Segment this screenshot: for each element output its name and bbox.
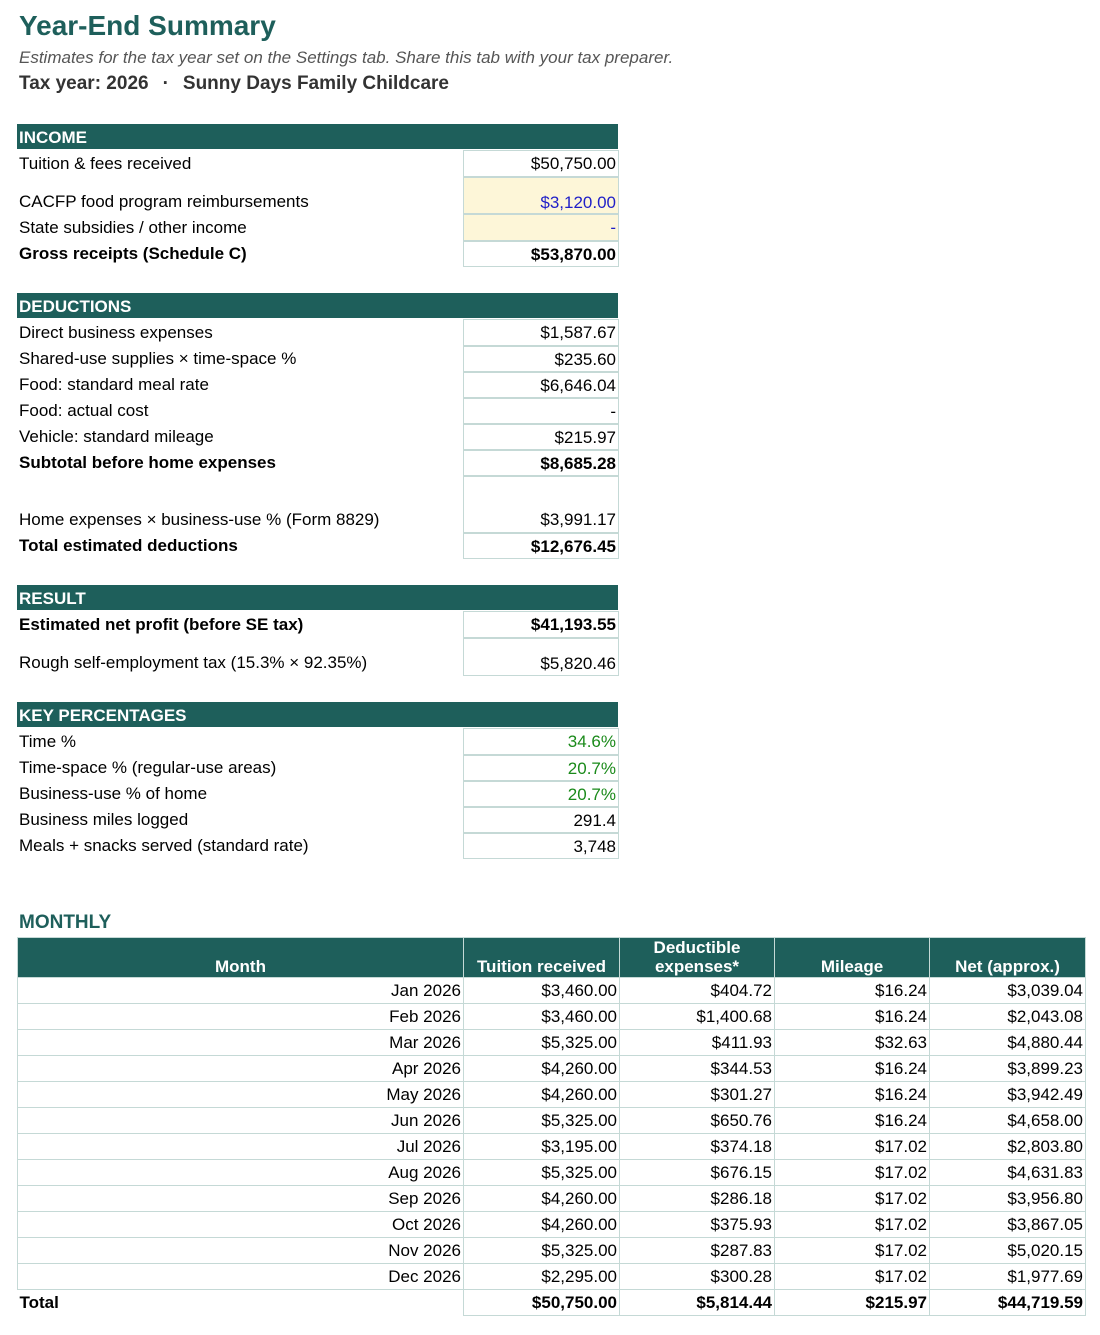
month-cell[interactable]: Feb 2026 [18, 1004, 464, 1030]
expenses-cell[interactable]: $287.83 [620, 1238, 775, 1264]
mileage-cell[interactable]: $17.02 [775, 1134, 930, 1160]
col-header-expenses[interactable]: Deductible expenses* [620, 938, 775, 978]
tuition-cell[interactable]: $4,260.00 [464, 1056, 620, 1082]
month-cell[interactable]: Aug 2026 [18, 1160, 464, 1186]
deduction-value-shared[interactable]: $235.60 [463, 346, 619, 372]
tuition-cell[interactable]: $4,260.00 [464, 1212, 620, 1238]
net-cell[interactable]: $5,020.15 [930, 1238, 1086, 1264]
deduction-value-subtotal[interactable]: $8,685.28 [463, 450, 619, 476]
total-net[interactable]: $44,719.59 [930, 1290, 1086, 1316]
monthly-table [17, 937, 1086, 1316]
result-label-se-tax: Rough self-employment tax (15.3% × 92.35%) [19, 653, 368, 672]
mileage-cell[interactable]: $17.02 [775, 1264, 930, 1290]
result-label-net-profit: Estimated net profit (before SE tax) [19, 615, 304, 634]
page-subtitle: Estimates for the tax year set on the Settings tab. Share this tab with your tax preparer. [19, 48, 674, 67]
tuition-cell[interactable]: $5,325.00 [464, 1030, 620, 1056]
expenses-cell[interactable]: $411.93 [620, 1030, 775, 1056]
col-header-mileage[interactable]: Mileage [775, 938, 930, 978]
monthly-heading: MONTHLY [19, 912, 112, 933]
pct-label-time-space: Time-space % (regular-use areas) [19, 758, 277, 777]
tuition-cell[interactable]: $5,325.00 [464, 1160, 620, 1186]
deduction-value-direct[interactable]: $1,587.67 [463, 319, 619, 346]
result-heading: RESULT [17, 585, 618, 610]
table-row [18, 1134, 1086, 1160]
income-label-cacfp: CACFP food program reimbursements [19, 192, 309, 211]
mileage-cell[interactable]: $17.02 [775, 1212, 930, 1238]
mileage-cell[interactable]: $16.24 [775, 1082, 930, 1108]
deduction-label-vehicle: Vehicle: standard mileage [19, 427, 214, 446]
expenses-cell[interactable]: $375.93 [620, 1212, 775, 1238]
net-cell[interactable]: $4,880.44 [930, 1030, 1086, 1056]
key-percentages-heading: KEY PERCENTAGES [17, 702, 618, 727]
separator-dot: · [162, 73, 169, 94]
deduction-value-food-actual[interactable]: - [463, 398, 619, 424]
deduction-value-total[interactable]: $12,676.45 [463, 533, 619, 559]
monthly-header-row [18, 938, 1086, 978]
tuition-cell[interactable]: $3,460.00 [464, 1004, 620, 1030]
tax-year-label: Tax year: 2026 [19, 73, 149, 94]
deduction-value-meal-rate[interactable]: $6,646.04 [463, 372, 619, 398]
table-row [18, 1030, 1086, 1056]
net-cell[interactable]: $3,942.49 [930, 1082, 1086, 1108]
expenses-cell[interactable]: $650.76 [620, 1108, 775, 1134]
income-label-gross: Gross receipts (Schedule C) [19, 244, 247, 263]
mileage-cell[interactable]: $16.24 [775, 1108, 930, 1134]
income-value-cacfp[interactable]: $3,120.00 [463, 177, 619, 214]
expenses-cell[interactable]: $1,400.68 [620, 1004, 775, 1030]
net-cell[interactable]: $3,956.80 [930, 1186, 1086, 1212]
pct-value-business-use[interactable]: 20.7% [463, 781, 619, 807]
expenses-cell[interactable]: $344.53 [620, 1056, 775, 1082]
tax-year-line [19, 73, 449, 95]
mileage-cell[interactable]: $17.02 [775, 1160, 930, 1186]
deduction-label-shared: Shared-use supplies × time-space % [19, 349, 297, 368]
mileage-cell[interactable]: $17.02 [775, 1186, 930, 1212]
tuition-cell[interactable]: $3,460.00 [464, 978, 620, 1004]
deduction-label-total: Total estimated deductions [19, 536, 238, 555]
deduction-label-subtotal: Subtotal before home expenses [19, 453, 276, 472]
mileage-cell[interactable]: $32.63 [775, 1030, 930, 1056]
table-row [18, 1160, 1086, 1186]
tuition-cell[interactable]: $5,325.00 [464, 1238, 620, 1264]
pct-label-meals: Meals + snacks served (standard rate) [19, 836, 309, 855]
expenses-cell[interactable]: $300.28 [620, 1264, 775, 1290]
pct-value-time[interactable]: 34.6% [463, 728, 619, 755]
month-cell[interactable]: Nov 2026 [18, 1238, 464, 1264]
net-cell[interactable]: $1,977.69 [930, 1264, 1086, 1290]
deduction-label-direct: Direct business expenses [19, 323, 213, 342]
result-value-net-profit[interactable]: $41,193.55 [463, 611, 619, 638]
income-value-subsidies[interactable]: - [463, 214, 619, 241]
mileage-cell[interactable]: $16.24 [775, 1056, 930, 1082]
table-row [18, 1212, 1086, 1238]
tuition-cell[interactable]: $5,325.00 [464, 1108, 620, 1134]
net-cell[interactable]: $3,039.04 [930, 978, 1086, 1004]
pct-label-business-use: Business-use % of home [19, 784, 208, 803]
monthly-total-row [18, 1290, 1086, 1316]
month-cell[interactable]: Jul 2026 [18, 1134, 464, 1160]
col-header-month[interactable]: Month [18, 938, 464, 978]
tuition-cell[interactable]: $3,195.00 [464, 1134, 620, 1160]
net-cell[interactable]: $3,867.05 [930, 1212, 1086, 1238]
table-row [18, 1238, 1086, 1264]
deduction-value-vehicle[interactable]: $215.97 [463, 424, 619, 450]
net-cell[interactable]: $3,899.23 [930, 1056, 1086, 1082]
table-row [18, 1082, 1086, 1108]
deduction-label-food-actual: Food: actual cost [19, 401, 149, 420]
page-title: Year-End Summary [19, 10, 276, 41]
total-tuition[interactable]: $50,750.00 [464, 1290, 620, 1316]
expenses-cell[interactable]: $301.27 [620, 1082, 775, 1108]
month-cell[interactable]: Mar 2026 [18, 1030, 464, 1056]
total-mileage[interactable]: $215.97 [775, 1290, 930, 1316]
total-label: Total [18, 1290, 464, 1316]
mileage-cell[interactable]: $16.24 [775, 1004, 930, 1030]
mileage-cell[interactable]: $17.02 [775, 1238, 930, 1264]
table-row [18, 1264, 1086, 1290]
business-name: Sunny Days Family Childcare [182, 73, 449, 94]
tuition-cell[interactable]: $2,295.00 [464, 1264, 620, 1290]
expenses-cell[interactable]: $676.15 [620, 1160, 775, 1186]
month-cell[interactable]: Sep 2026 [18, 1186, 464, 1212]
mileage-cell[interactable]: $16.24 [775, 978, 930, 1004]
net-cell[interactable]: $2,803.80 [930, 1134, 1086, 1160]
deduction-value-home[interactable]: $3,991.17 [463, 507, 619, 533]
pct-label-time: Time % [19, 732, 76, 751]
income-label-subsidies: State subsidies / other income [19, 218, 247, 237]
net-cell[interactable]: $4,631.83 [930, 1160, 1086, 1186]
table-row [18, 1108, 1086, 1134]
income-value-tuition[interactable]: $50,750.00 [463, 150, 619, 177]
income-heading: INCOME [17, 124, 618, 149]
net-cell[interactable]: $2,043.08 [930, 1004, 1086, 1030]
expenses-cell[interactable]: $286.18 [620, 1186, 775, 1212]
tuition-cell[interactable]: $4,260.00 [464, 1082, 620, 1108]
income-value-gross[interactable]: $53,870.00 [463, 241, 619, 267]
col-header-tuition[interactable]: Tuition received [464, 938, 620, 978]
month-cell[interactable]: Oct 2026 [18, 1212, 464, 1238]
month-cell[interactable]: May 2026 [18, 1082, 464, 1108]
pct-value-miles[interactable]: 291.4 [463, 807, 619, 833]
pct-value-time-space[interactable]: 20.7% [463, 755, 619, 781]
pct-value-meals[interactable]: 3,748 [463, 833, 619, 859]
month-cell[interactable]: Dec 2026 [18, 1264, 464, 1290]
table-row [18, 978, 1086, 1004]
tuition-cell[interactable]: $4,260.00 [464, 1186, 620, 1212]
deductions-heading: DEDUCTIONS [17, 293, 618, 318]
result-value-se-tax[interactable]: $5,820.46 [463, 638, 619, 676]
net-cell[interactable]: $4,658.00 [930, 1108, 1086, 1134]
table-row [18, 1056, 1086, 1082]
table-row [18, 1186, 1086, 1212]
deduction-label-meal-rate: Food: standard meal rate [19, 375, 209, 394]
month-cell[interactable]: Jan 2026 [18, 978, 464, 1004]
pct-label-miles: Business miles logged [19, 810, 189, 829]
col-header-net[interactable]: Net (approx.) [930, 938, 1086, 978]
month-cell[interactable]: Apr 2026 [18, 1056, 464, 1082]
total-expenses[interactable]: $5,814.44 [620, 1290, 775, 1316]
deduction-label-home: Home expenses × business-use % (Form 8829) [19, 510, 380, 529]
expenses-cell[interactable]: $404.72 [620, 978, 775, 1004]
table-row [18, 1004, 1086, 1030]
income-label-tuition: Tuition & fees received [19, 154, 192, 173]
month-cell[interactable]: Jun 2026 [18, 1108, 464, 1134]
expenses-cell[interactable]: $374.18 [620, 1134, 775, 1160]
